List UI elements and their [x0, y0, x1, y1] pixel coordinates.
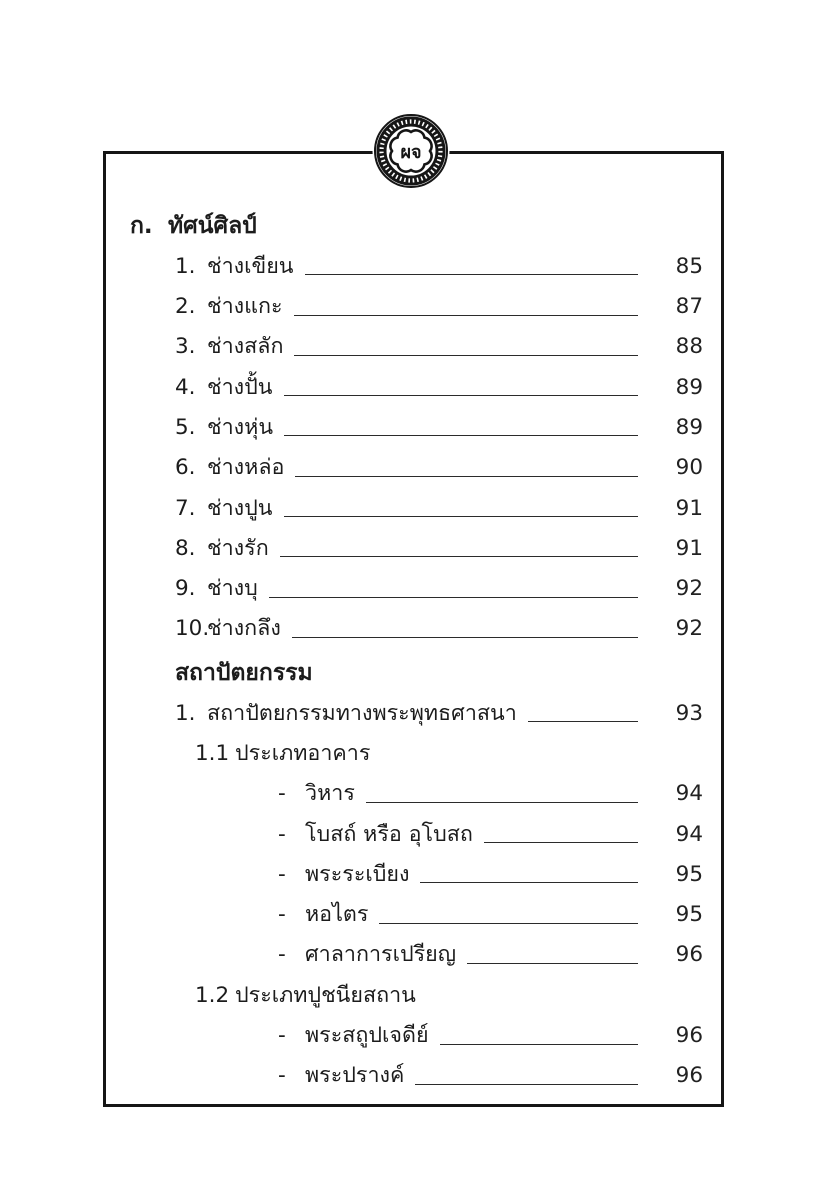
entry-number: 4.: [175, 374, 196, 400]
dash-bullet: -: [278, 1063, 286, 1089]
page-number: 92: [675, 576, 703, 602]
entry-title: ช่างสลัก: [207, 334, 284, 360]
section-letter: ก.: [130, 212, 153, 239]
toc-subheading: [130, 734, 703, 774]
leader-line: [528, 721, 638, 722]
leader-line: [420, 882, 638, 883]
subentry-title: หอไตร: [305, 902, 369, 928]
entry-number: 8.: [175, 535, 196, 561]
page-number: 87: [675, 294, 703, 320]
section-title: สถาปัตยกรรม: [175, 659, 313, 686]
toc-subentry: [130, 895, 703, 935]
page-number: 89: [675, 414, 703, 440]
toc-subentry: [130, 815, 703, 855]
page-number: 88: [675, 334, 703, 360]
toc-entry: [130, 328, 703, 368]
subheading-number: 1.1: [195, 741, 230, 766]
toc-entry: [130, 529, 703, 569]
subentry-title: โบสถ์ หรือ อุโบสถ: [305, 821, 473, 847]
leader-line: [440, 1044, 638, 1045]
entry-number: 1.: [175, 700, 196, 726]
subentry-title: พระปรางค์: [305, 1063, 405, 1089]
toc-subheading: [130, 976, 703, 1016]
publisher-seal: [372, 112, 450, 190]
leader-line: [415, 1084, 638, 1085]
subheading-title: ประเภทปูชนียสถาน: [235, 982, 416, 1008]
entry-title: ช่างกลึง: [207, 616, 281, 642]
page-number: 96: [675, 1063, 703, 1089]
page-number: 93: [675, 700, 703, 726]
section-heading: [130, 203, 703, 247]
entry-title: ช่างเขียน: [207, 253, 294, 279]
dash-bullet: -: [278, 942, 286, 968]
entry-number: 2.: [175, 294, 196, 320]
leader-line: [269, 597, 638, 598]
leader-line: [280, 556, 638, 557]
entry-title: สถาปัตยกรรมทางพระพุทธศาสนา: [207, 700, 517, 726]
subentry-title: ศาลาการเปรียญ: [305, 942, 457, 968]
page-number: 96: [675, 942, 703, 968]
entry-number: 3.: [175, 334, 196, 360]
table-of-contents: [130, 203, 703, 1097]
entry-number: 6.: [175, 455, 196, 481]
leader-line: [484, 842, 638, 843]
leader-line: [284, 516, 638, 517]
leader-line: [366, 802, 638, 803]
toc-entry: [130, 408, 703, 448]
entry-number: 7.: [175, 495, 196, 521]
toc-entry: [130, 694, 703, 734]
entry-number: 9.: [175, 576, 196, 602]
entry-title: ช่างปูน: [207, 495, 273, 521]
leader-line: [305, 274, 638, 275]
entry-title: ช่างหล่อ: [207, 455, 285, 481]
subheading-number: 1.2: [195, 982, 230, 1008]
entry-number: 5.: [175, 414, 196, 440]
toc-entry: [130, 569, 703, 609]
toc-entry: [130, 448, 703, 488]
toc-entry: [130, 610, 703, 650]
page-number: 95: [675, 902, 703, 928]
leader-line: [295, 476, 638, 477]
entry-title: ช่างแกะ: [207, 294, 283, 320]
toc-subentry: [130, 1057, 703, 1097]
subentry-title: วิหาร: [305, 781, 355, 807]
entry-number: 1.: [175, 253, 196, 279]
toc-subentry: [130, 855, 703, 895]
subentry-title: พระสถูปเจดีย์: [305, 1023, 429, 1049]
entry-title: ช่างปั้น: [207, 374, 273, 400]
entry-title: ช่างหุ่น: [207, 414, 274, 440]
leader-line: [294, 315, 638, 316]
page-number: 94: [675, 781, 703, 807]
page-number: 94: [675, 821, 703, 847]
leader-line: [292, 637, 638, 638]
dash-bullet: -: [278, 781, 286, 807]
entry-title: ช่างรัก: [207, 535, 269, 561]
toc-subentry: [130, 775, 703, 815]
toc-subentry: [130, 936, 703, 976]
page-number: 91: [675, 535, 703, 561]
toc-entry: [130, 247, 703, 287]
page-number: 85: [675, 253, 703, 279]
page-number: 90: [675, 455, 703, 481]
toc-subentry: [130, 1016, 703, 1056]
subentry-title: พระระเบียง: [305, 861, 410, 887]
toc-entry: [130, 368, 703, 408]
dash-bullet: -: [278, 861, 286, 887]
page-number: 89: [675, 374, 703, 400]
leader-line: [294, 355, 638, 356]
dash-bullet: -: [278, 902, 286, 928]
leader-line: [284, 435, 638, 436]
entry-number: 10.: [175, 616, 210, 642]
toc-entry: [130, 287, 703, 327]
seal-monogram: ผจ: [400, 142, 422, 163]
section-heading: [130, 650, 703, 694]
section-title: ทัศน์ศิลป์: [168, 212, 257, 239]
toc-entry: [130, 489, 703, 529]
subheading-title: ประเภทอาคาร: [235, 741, 371, 766]
page-number: 91: [675, 495, 703, 521]
entry-title: ช่างบุ: [207, 576, 258, 602]
page-number: 96: [675, 1023, 703, 1049]
leader-line: [467, 963, 638, 964]
page-number: 95: [675, 861, 703, 887]
dash-bullet: -: [278, 821, 286, 847]
page-number: 92: [675, 616, 703, 642]
leader-line: [284, 395, 638, 396]
dash-bullet: -: [278, 1023, 286, 1049]
leader-line: [379, 923, 638, 924]
